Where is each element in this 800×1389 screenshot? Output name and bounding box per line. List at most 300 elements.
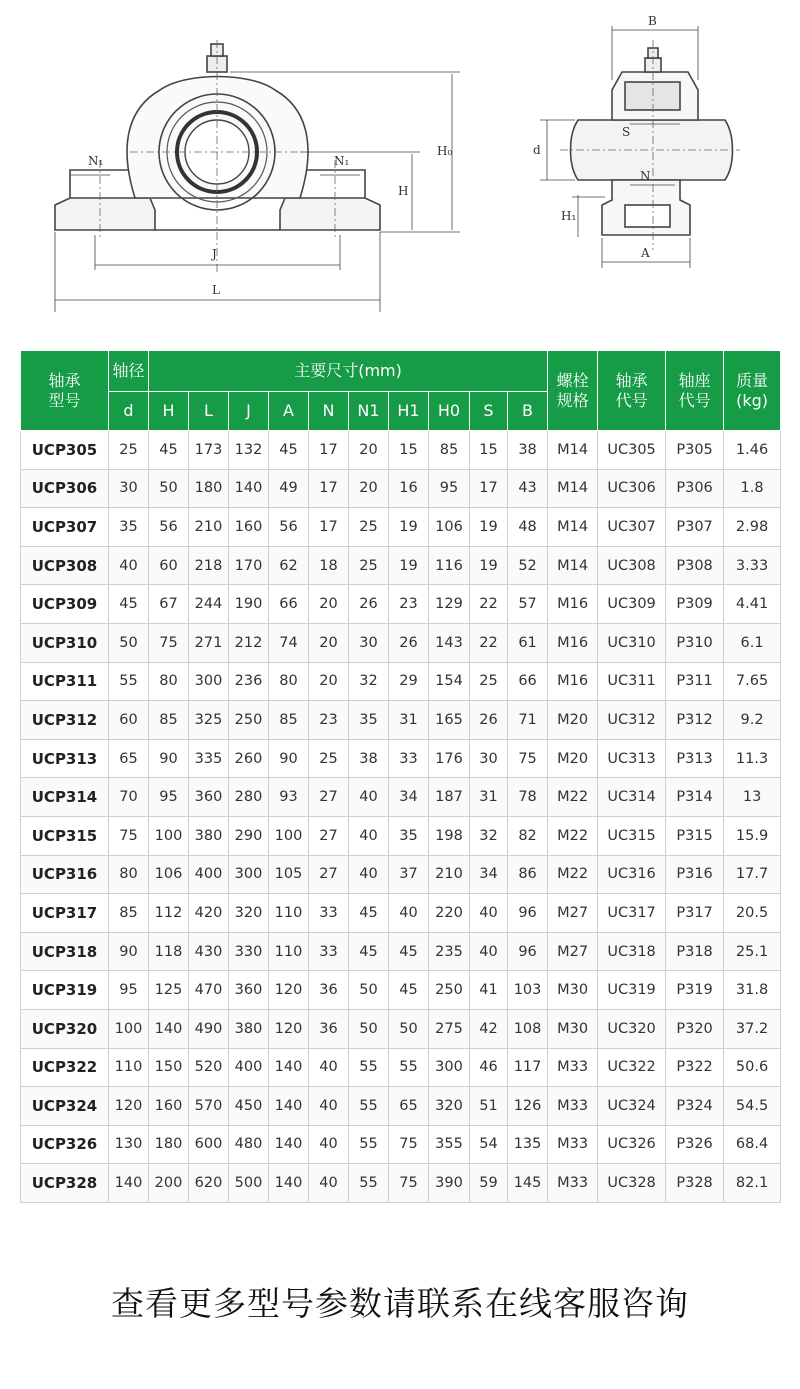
table-cell: P319 [666,971,724,1010]
table-cell: 90 [269,739,309,778]
table-cell: 55 [349,1164,389,1203]
table-cell: 500 [229,1164,269,1203]
table-cell: 180 [149,1125,189,1164]
table-cell: 27 [309,855,349,894]
table-cell: 36 [309,971,349,1010]
table-cell: 82 [508,816,548,855]
table-cell: 23 [389,585,429,624]
label-j: J [212,247,217,261]
table-cell: 140 [109,1164,149,1203]
table-cell: 27 [309,778,349,817]
table-cell: 140 [269,1048,309,1087]
table-cell: M22 [548,855,598,894]
table-cell: 118 [149,932,189,971]
table-cell: P308 [666,546,724,585]
header-n1: N1 [349,392,389,431]
table-cell: 20 [349,431,389,470]
label-b: B [648,14,657,28]
table-cell: 26 [349,585,389,624]
table-cell: 55 [349,1125,389,1164]
table-cell: 330 [229,932,269,971]
table-cell: P314 [666,778,724,817]
table-cell: M33 [548,1087,598,1126]
table-cell: 31.8 [724,971,781,1010]
table-cell: 85 [269,701,309,740]
model-cell: UCP309 [21,585,109,624]
table-cell: 17 [309,469,349,508]
table-cell: 17 [470,469,508,508]
table-row [21,585,781,624]
table-cell: 145 [508,1164,548,1203]
table-cell: M16 [548,662,598,701]
table-cell: M33 [548,1164,598,1203]
table-cell: 57 [508,585,548,624]
table-cell: P328 [666,1164,724,1203]
table-cell: 180 [189,469,229,508]
table-cell: 244 [189,585,229,624]
table-cell: 96 [508,932,548,971]
table-cell: P313 [666,739,724,778]
table-cell: 56 [269,508,309,547]
table-cell: 19 [470,546,508,585]
table-cell: 80 [149,662,189,701]
table-cell: 46 [470,1048,508,1087]
table-cell: UC324 [598,1087,666,1126]
table-cell: 45 [109,585,149,624]
table-cell: 154 [429,662,470,701]
header-a: A [269,392,309,431]
table-cell: 450 [229,1087,269,1126]
table-cell: 200 [149,1164,189,1203]
table-cell: P311 [666,662,724,701]
table-cell: M27 [548,894,598,933]
table-cell: 106 [149,855,189,894]
table-cell: 40 [309,1087,349,1126]
label-h: H [398,184,409,198]
table-cell: P312 [666,701,724,740]
table-cell: 135 [508,1125,548,1164]
table-cell: 32 [349,662,389,701]
table-cell: 103 [508,971,548,1010]
table-cell: 18 [309,546,349,585]
table-cell: UC314 [598,778,666,817]
label-h1: H₁ [561,209,577,223]
header-bearing-code: 轴承 代号 [598,351,666,431]
table-cell: 25 [109,431,149,470]
table-cell: 50.6 [724,1048,781,1087]
table-cell: 250 [429,971,470,1010]
table-row [21,1164,781,1203]
table-cell: 160 [149,1087,189,1126]
table-cell: 38 [508,431,548,470]
table-cell: 31 [389,701,429,740]
table-cell: 40 [349,855,389,894]
table-cell: 117 [508,1048,548,1087]
table-cell: 85 [429,431,470,470]
table-cell: 143 [429,623,470,662]
label-n: N [640,169,651,183]
table-cell: 112 [149,894,189,933]
table-cell: M30 [548,1009,598,1048]
table-cell: 40 [470,894,508,933]
table-cell: 390 [429,1164,470,1203]
table-cell: 75 [508,739,548,778]
table-cell: M14 [548,508,598,547]
table-cell: 17.7 [724,855,781,894]
table-cell: P316 [666,855,724,894]
table-cell: 360 [189,778,229,817]
header-bolt: 螺栓 规格 [548,351,598,431]
table-row [21,1009,781,1048]
model-cell: UCP319 [21,971,109,1010]
header-s: S [470,392,508,431]
header-d: d [109,392,149,431]
table-cell: 35 [349,701,389,740]
table-cell: 36 [309,1009,349,1048]
table-cell: UC312 [598,701,666,740]
contact-footer-text: 查看更多型号参数请联系在线客服咨询 [111,1284,689,1323]
table-cell: 37.2 [724,1009,781,1048]
table-cell: 95 [429,469,470,508]
table-row [21,778,781,817]
table-cell: UC328 [598,1164,666,1203]
header-h0: H0 [429,392,470,431]
header-model: 轴承 型号 [21,351,109,431]
label-n1-right: N₁ [334,154,350,168]
table-cell: 26 [389,623,429,662]
table-cell: 26 [470,701,508,740]
table-cell: 52 [508,546,548,585]
table-cell: 54 [470,1125,508,1164]
table-cell: 300 [229,855,269,894]
model-cell: UCP306 [21,469,109,508]
table-cell: 250 [229,701,269,740]
table-cell: 80 [269,662,309,701]
table-cell: 19 [389,546,429,585]
table-cell: 320 [429,1087,470,1126]
table-cell: 490 [189,1009,229,1048]
table-cell: 25 [309,739,349,778]
table-cell: 100 [269,816,309,855]
header-row-1 [21,351,781,392]
header-j: J [229,392,269,431]
table-cell: 48 [508,508,548,547]
table-cell: 85 [109,894,149,933]
table-cell: P306 [666,469,724,508]
table-cell: 570 [189,1087,229,1126]
table-cell: 1.46 [724,431,781,470]
table-cell: 271 [189,623,229,662]
table-cell: 16 [389,469,429,508]
table-cell: UC319 [598,971,666,1010]
table-cell: 45 [149,431,189,470]
table-cell: 6.1 [724,623,781,662]
table-cell: 110 [269,894,309,933]
table-cell: P326 [666,1125,724,1164]
table-cell: 355 [429,1125,470,1164]
label-a: A [641,246,650,260]
table-cell: 20 [309,623,349,662]
side-view-drawing [0,0,800,330]
table-cell: 420 [189,894,229,933]
table-cell: 20 [309,662,349,701]
table-cell: 35 [109,508,149,547]
table-cell: 40 [349,778,389,817]
table-row [21,816,781,855]
table-row [21,508,781,547]
table-cell: 218 [189,546,229,585]
table-cell: 68.4 [724,1125,781,1164]
table-cell: 132 [229,431,269,470]
header-l: L [189,392,229,431]
table-cell: 60 [149,546,189,585]
table-cell: 61 [508,623,548,662]
table-cell: 120 [269,1009,309,1048]
table-row [21,971,781,1010]
label-s: S [622,125,631,139]
table-cell: 210 [429,855,470,894]
table-cell: P315 [666,816,724,855]
table-cell: 105 [269,855,309,894]
header-n: N [309,392,349,431]
table-cell: 90 [109,932,149,971]
table-cell: 130 [109,1125,149,1164]
model-cell: UCP305 [21,431,109,470]
model-cell: UCP318 [21,932,109,971]
model-cell: UCP326 [21,1125,109,1164]
table-cell: 100 [109,1009,149,1048]
table-cell: 65 [389,1087,429,1126]
table-cell: 71 [508,701,548,740]
table-cell: 33 [309,932,349,971]
table-cell: M14 [548,431,598,470]
table-cell: UC317 [598,894,666,933]
table-cell: 66 [508,662,548,701]
model-cell: UCP315 [21,816,109,855]
table-cell: M22 [548,816,598,855]
table-cell: 40 [470,932,508,971]
table-cell: 17 [309,508,349,547]
table-cell: 45 [349,932,389,971]
table-cell: UC326 [598,1125,666,1164]
table-cell: P310 [666,623,724,662]
table-cell: 100 [149,816,189,855]
table-cell: 235 [429,932,470,971]
table-cell: 176 [429,739,470,778]
technical-drawings [0,0,800,340]
table-cell: UC316 [598,855,666,894]
table-cell: 15 [470,431,508,470]
table-cell: 25.1 [724,932,781,971]
table-cell: 4.41 [724,585,781,624]
table-row [21,469,781,508]
label-h0: H₀ [437,144,453,158]
table-cell: P307 [666,508,724,547]
table-cell: 220 [429,894,470,933]
table-cell: 25 [349,546,389,585]
table-cell: 20 [349,469,389,508]
table-cell: 212 [229,623,269,662]
model-cell: UCP320 [21,1009,109,1048]
table-cell: 42 [470,1009,508,1048]
table-cell: 7.65 [724,662,781,701]
table-row [21,431,781,470]
table-cell: 25 [349,508,389,547]
table-cell: P309 [666,585,724,624]
table-cell: UC311 [598,662,666,701]
table-cell: UC306 [598,469,666,508]
table-cell: 13 [724,778,781,817]
table-cell: 50 [389,1009,429,1048]
table-cell: UC322 [598,1048,666,1087]
table-cell: 82.1 [724,1164,781,1203]
spec-table [20,350,781,1203]
table-cell: M20 [548,701,598,740]
table-cell: 32 [470,816,508,855]
table-cell: 620 [189,1164,229,1203]
table-row [21,701,781,740]
table-cell: M16 [548,623,598,662]
table-cell: UC315 [598,816,666,855]
table-cell: 37 [389,855,429,894]
spec-table-body [21,431,781,1203]
table-cell: 170 [229,546,269,585]
table-cell: 62 [269,546,309,585]
table-cell: UC305 [598,431,666,470]
table-cell: 187 [429,778,470,817]
model-cell: UCP308 [21,546,109,585]
table-cell: 43 [508,469,548,508]
table-cell: 20.5 [724,894,781,933]
table-cell: M20 [548,739,598,778]
table-cell: 110 [109,1048,149,1087]
table-cell: M22 [548,778,598,817]
model-cell: UCP310 [21,623,109,662]
table-cell: 35 [389,816,429,855]
table-cell: 335 [189,739,229,778]
table-cell: 78 [508,778,548,817]
table-cell: 300 [429,1048,470,1087]
table-cell: 60 [109,701,149,740]
table-row [21,1048,781,1087]
table-cell: 236 [229,662,269,701]
table-cell: 50 [349,971,389,1010]
header-b: B [508,392,548,431]
table-cell: 34 [470,855,508,894]
label-n1-left: N₁ [88,154,104,168]
table-cell: 190 [229,585,269,624]
table-cell: 55 [109,662,149,701]
table-cell: M30 [548,971,598,1010]
table-row [21,1125,781,1164]
table-cell: UC320 [598,1009,666,1048]
table-cell: 400 [189,855,229,894]
table-cell: 95 [149,778,189,817]
table-cell: 325 [189,701,229,740]
table-cell: 11.3 [724,739,781,778]
table-cell: 126 [508,1087,548,1126]
table-cell: 400 [229,1048,269,1087]
table-cell: 30 [470,739,508,778]
table-cell: 50 [109,623,149,662]
model-cell: UCP322 [21,1048,109,1087]
table-cell: 20 [309,585,349,624]
table-cell: M27 [548,932,598,971]
table-cell: 75 [389,1164,429,1203]
model-cell: UCP313 [21,739,109,778]
table-cell: UC310 [598,623,666,662]
table-cell: 22 [470,623,508,662]
table-cell: 80 [109,855,149,894]
table-cell: 25 [470,662,508,701]
model-cell: UCP316 [21,855,109,894]
table-row [21,546,781,585]
table-cell: 31 [470,778,508,817]
table-cell: 41 [470,971,508,1010]
table-cell: 45 [269,431,309,470]
table-cell: 320 [229,894,269,933]
table-cell: 140 [269,1164,309,1203]
table-cell: P322 [666,1048,724,1087]
table-cell: 56 [149,508,189,547]
table-cell: 74 [269,623,309,662]
model-cell: UCP307 [21,508,109,547]
table-cell: 480 [229,1125,269,1164]
table-cell: 38 [349,739,389,778]
model-cell: UCP317 [21,894,109,933]
table-cell: 380 [229,1009,269,1048]
table-cell: 19 [470,508,508,547]
table-cell: 75 [389,1125,429,1164]
table-cell: 96 [508,894,548,933]
table-row [21,662,781,701]
table-cell: 33 [309,894,349,933]
table-cell: 75 [149,623,189,662]
table-cell: 275 [429,1009,470,1048]
table-cell: 55 [349,1087,389,1126]
table-cell: 360 [229,971,269,1010]
header-main-dims: 主要尺寸(mm) [149,351,548,392]
table-cell: 55 [389,1048,429,1087]
model-cell: UCP328 [21,1164,109,1203]
table-cell: 70 [109,778,149,817]
table-cell: UC318 [598,932,666,971]
table-cell: 3.33 [724,546,781,585]
table-cell: 150 [149,1048,189,1087]
table-cell: 280 [229,778,269,817]
table-cell: 210 [189,508,229,547]
table-cell: 106 [429,508,470,547]
table-cell: P318 [666,932,724,971]
table-cell: 198 [429,816,470,855]
table-cell: 19 [389,508,429,547]
table-cell: 90 [149,739,189,778]
table-cell: 1.8 [724,469,781,508]
table-cell: 15 [389,431,429,470]
table-cell: 125 [149,971,189,1010]
table-cell: UC309 [598,585,666,624]
model-cell: UCP314 [21,778,109,817]
table-cell: 65 [109,739,149,778]
table-cell: 50 [349,1009,389,1048]
table-cell: 40 [309,1125,349,1164]
table-cell: 116 [429,546,470,585]
table-cell: 66 [269,585,309,624]
table-cell: 173 [189,431,229,470]
table-cell: UC307 [598,508,666,547]
table-cell: 260 [229,739,269,778]
table-row [21,855,781,894]
